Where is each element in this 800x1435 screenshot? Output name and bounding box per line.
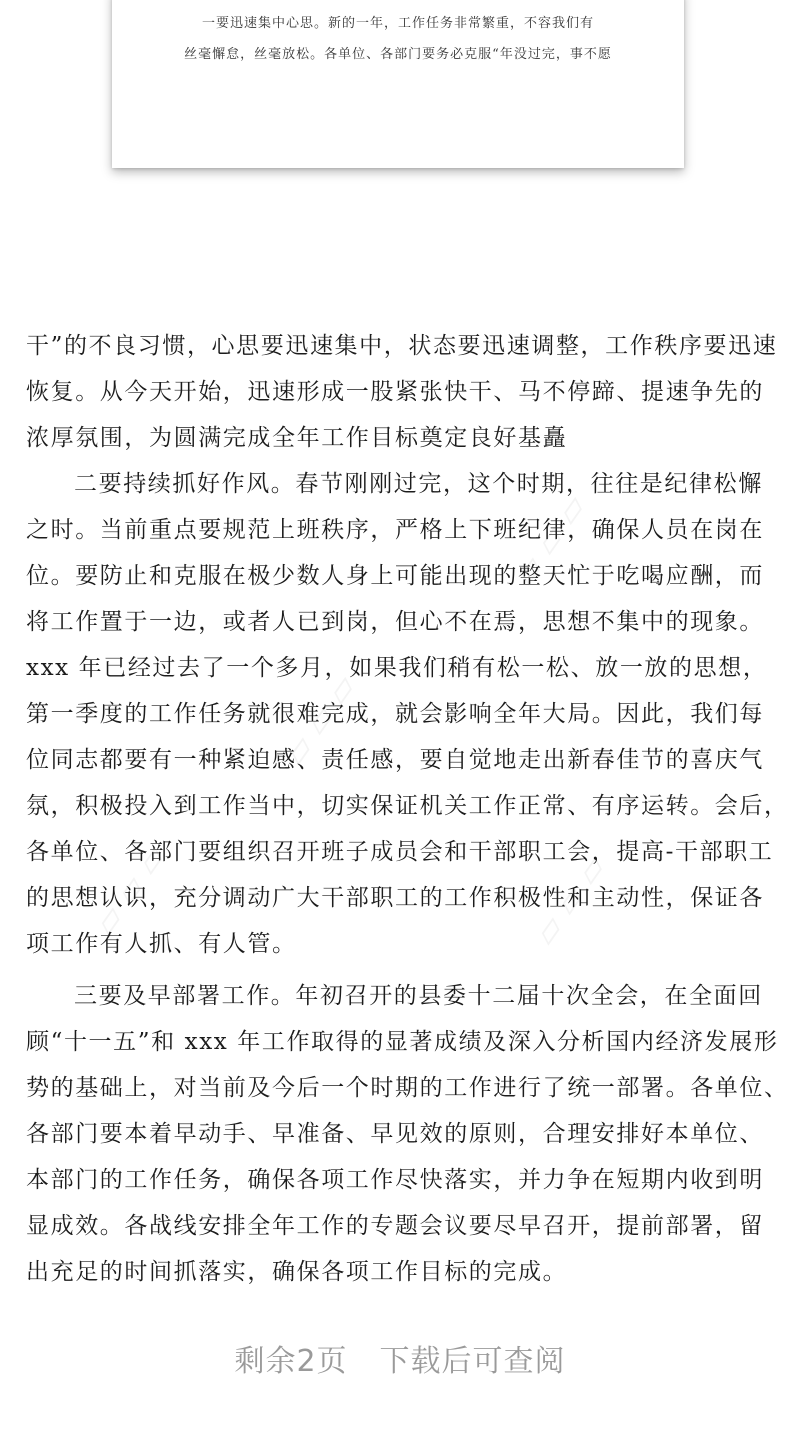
- text-line: 氛，积极投入到工作当中，切实保证机关工作正常、有序运转。会后，: [26, 793, 789, 819]
- text-line: 恢复。从今天开始，迅速形成一股紧张快干、马不停蹄、提速争先的: [26, 379, 764, 405]
- text-line: 的思想认识，充分调动广大干部职工的工作积极性和主动性，保证各: [26, 885, 764, 911]
- text-line: xxx 年已经过去了一个多月，如果我们稍有松一松、放一放的思想，: [26, 655, 768, 681]
- text-line: 顾“十一五”和 xxx 年工作取得的显著成绩及深入分析国内经济发展形: [26, 1029, 779, 1055]
- text-line: 势的基础上，对当前及今后一个时期的工作进行了统一部署。各单位、: [26, 1075, 789, 1101]
- preview-line-2: 丝毫懈怠，丝毫放松。各单位、各部门要务必克服“年没过完，事不愿: [184, 47, 612, 62]
- paragraph-start-line: 二要持续抓好作风。春节刚刚过完，这个时期，往往是纪律松懈: [74, 471, 763, 497]
- download-prompt[interactable]: [0, 1336, 800, 1380]
- text-line: 位。要防止和克服在极少数人身上可能出现的整天忙于吃喝应酬，而: [26, 563, 764, 589]
- text-line: 显成效。各战线安排全年工作的专题会议要尽早召开，提前部署，留: [26, 1213, 764, 1239]
- text-line: 位同志都要有一种紧迫感、责任感，要自觉地走出新春佳节的喜庆气: [26, 747, 764, 773]
- text-line: 浓厚氛围，为圆满完成全年工作目标奠定良好基矗: [26, 425, 568, 451]
- text-line: 之时。当前重点要规范上班秩序，严格上下班纪律，确保人员在岗在: [26, 517, 764, 543]
- text-line: 第一季度的工作任务就很难完成，就会影响全年大局。因此，我们每: [26, 701, 764, 727]
- preview-page-card: [112, 0, 684, 168]
- paragraph-start-line: 三要及早部署工作。年初召开的县委十二届十次全会，在全面回: [74, 983, 763, 1009]
- text-line: 将工作置于一边，或者人已到岗，但心不在焉，思想不集中的现象。: [26, 609, 764, 635]
- remaining-pages-label: 剩余2页: [234, 1344, 348, 1379]
- text-line: 干”的不良习惯，心思要迅速集中，状态要迅速调整，工作秩序要迅速: [26, 333, 778, 359]
- text-line: 各单位、各部门要组织召开班子成员会和干部职工会，提高-干部职工: [26, 839, 774, 865]
- text-line: 本部门的工作任务，确保各项工作尽快落实，并力争在短期内收到明: [26, 1167, 764, 1193]
- download-to-view-label: 下载后可查阅: [379, 1344, 566, 1379]
- document-body: [26, 326, 789, 1298]
- text-line: 出充足的时间抓落实，确保各项工作目标的完成。: [26, 1259, 568, 1285]
- text-line: 项工作有人抓、有人管。: [26, 931, 297, 957]
- preview-line-1: 一要迅速集中心思。新的一年，工作任务非常繁重，不容我们有: [201, 16, 594, 31]
- text-line: 各部门要本着早动手、早准备、早见效的原则，合理安排好本单位、: [26, 1121, 764, 1147]
